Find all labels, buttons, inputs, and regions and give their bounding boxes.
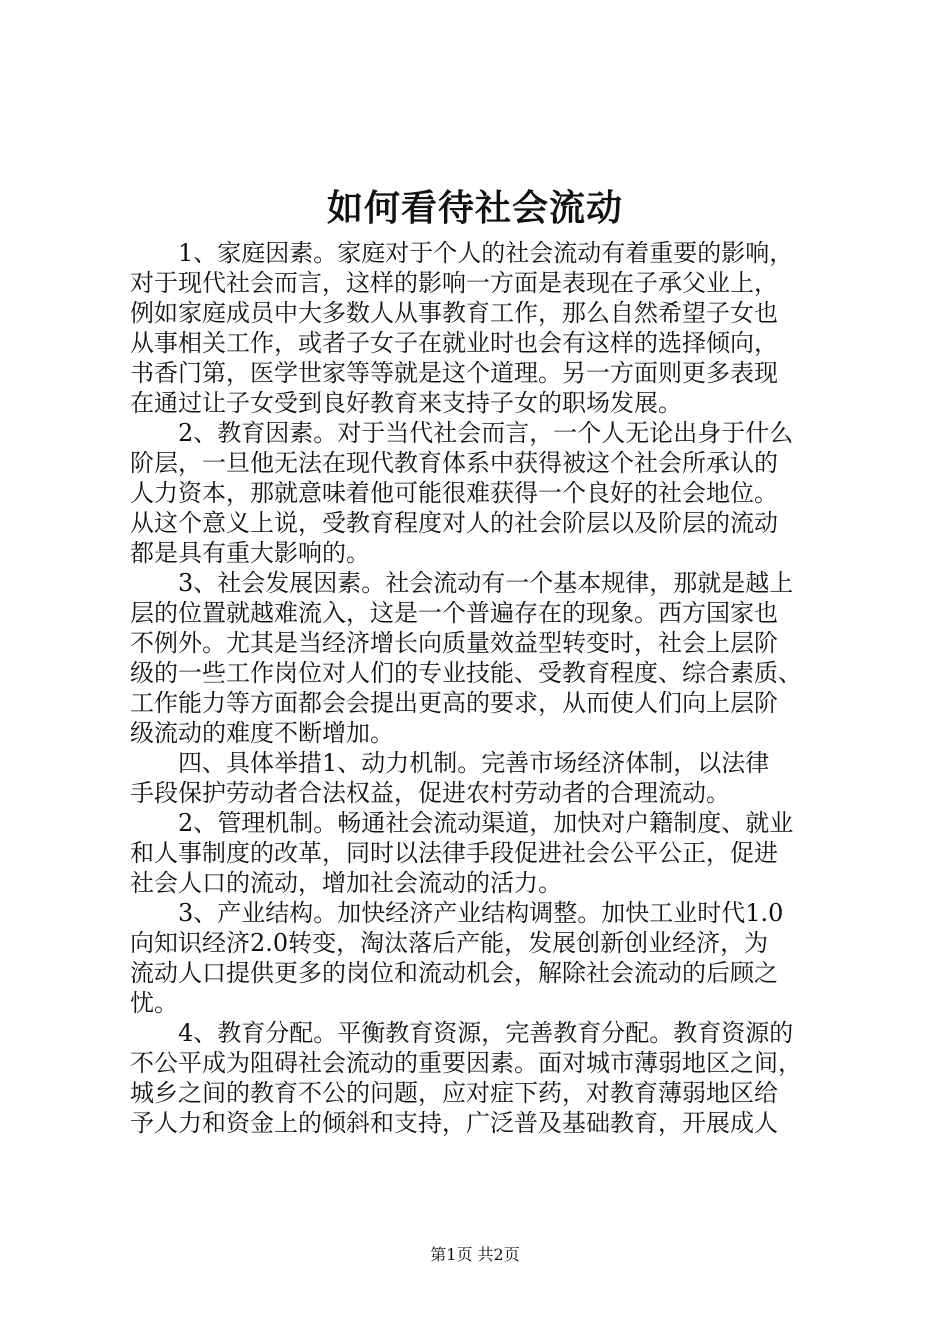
document-body (130, 238, 830, 1138)
text-line: 级的一些工作岗位对人们的专业技能、受教育程度、综合素质、 (130, 659, 802, 687)
text-line: 人力资本，那就意味着他可能很难获得一个良好的社会地位。 (130, 479, 778, 507)
text-line: 2、教育因素。对于当代社会而言，一个人无论出身于什么 (130, 419, 794, 447)
text-line: 工作能力等方面都会会提出更高的要求，从而使人们向上层阶 (130, 689, 778, 717)
text-line: 不例外。尤其是当经济增长向质量效益型转变时，社会上层阶 (130, 629, 778, 657)
text-line: 3、产业结构。加快经济产业结构调整。加快工业时代1.0 (130, 899, 784, 927)
text-line: 3、社会发展因素。社会流动有一个基本规律，那就是越上 (130, 569, 794, 597)
text-line: 和人事制度的改革，同时以法律手段促进社会公平公正，促进 (130, 839, 778, 867)
text-line: 1、家庭因素。家庭对于个人的社会流动有着重要的影响， (130, 239, 794, 267)
text-line: 从事相关工作，或者子女子在就业时也会有这样的选择倾向， (130, 329, 778, 357)
text-line: 不公平成为阻碍社会流动的重要因素。面对城市薄弱地区之间， (130, 1049, 802, 1077)
text-line: 级流动的难度不断增加。 (130, 719, 394, 747)
text-line: 书香门第，医学世家等等就是这个道理。另一方面则更多表现 (130, 359, 778, 387)
text-line: 流动人口提供更多的岗位和流动机会，解除社会流动的后顾之 (130, 959, 778, 987)
page-footer: 第1页 共2页 (430, 1245, 520, 1264)
text-line: 忧。 (130, 989, 178, 1017)
text-line: 对于现代社会而言，这样的影响一方面是表现在子承父业上， (130, 269, 778, 297)
text-line: 予人力和资金上的倾斜和支持，广泛普及基础教育，开展成人 (130, 1109, 778, 1137)
text-line: 手段保护劳动者合法权益，促进农村劳动者的合理流动。 (130, 779, 730, 807)
text-line: 城乡之间的教育不公的问题，应对症下药，对教育薄弱地区给 (130, 1079, 778, 1107)
text-line: 从这个意义上说，受教育程度对人的社会阶层以及阶层的流动 (130, 509, 778, 537)
text-line: 例如家庭成员中大多数人从事教育工作，那么自然希望子女也 (130, 299, 778, 327)
text-line: 都是具有重大影响的。 (130, 539, 370, 567)
text-line: 四、具体举措1、动力机制。完善市场经济体制，以法律 (130, 749, 770, 777)
text-line: 向知识经济2.0转变，淘汰落后产能，发展创新创业经济，为 (130, 929, 769, 957)
text-line: 阶层，一旦他无法在现代教育体系中获得被这个社会所承认的 (130, 449, 778, 477)
text-line: 社会人口的流动，增加社会流动的活力。 (130, 869, 562, 897)
document-title: 如何看待社会流动 (326, 187, 623, 229)
text-line: 4、教育分配。平衡教育资源，完善教育分配。教育资源的 (130, 1019, 794, 1047)
text-line: 2、管理机制。畅通社会流动渠道，加快对户籍制度、就业 (130, 809, 794, 837)
text-line: 层的位置就越难流入，这是一个普遍存在的现象。西方国家也 (130, 599, 778, 627)
text-line: 在通过让子女受到良好教育来支持子女的职场发展。 (130, 389, 682, 417)
